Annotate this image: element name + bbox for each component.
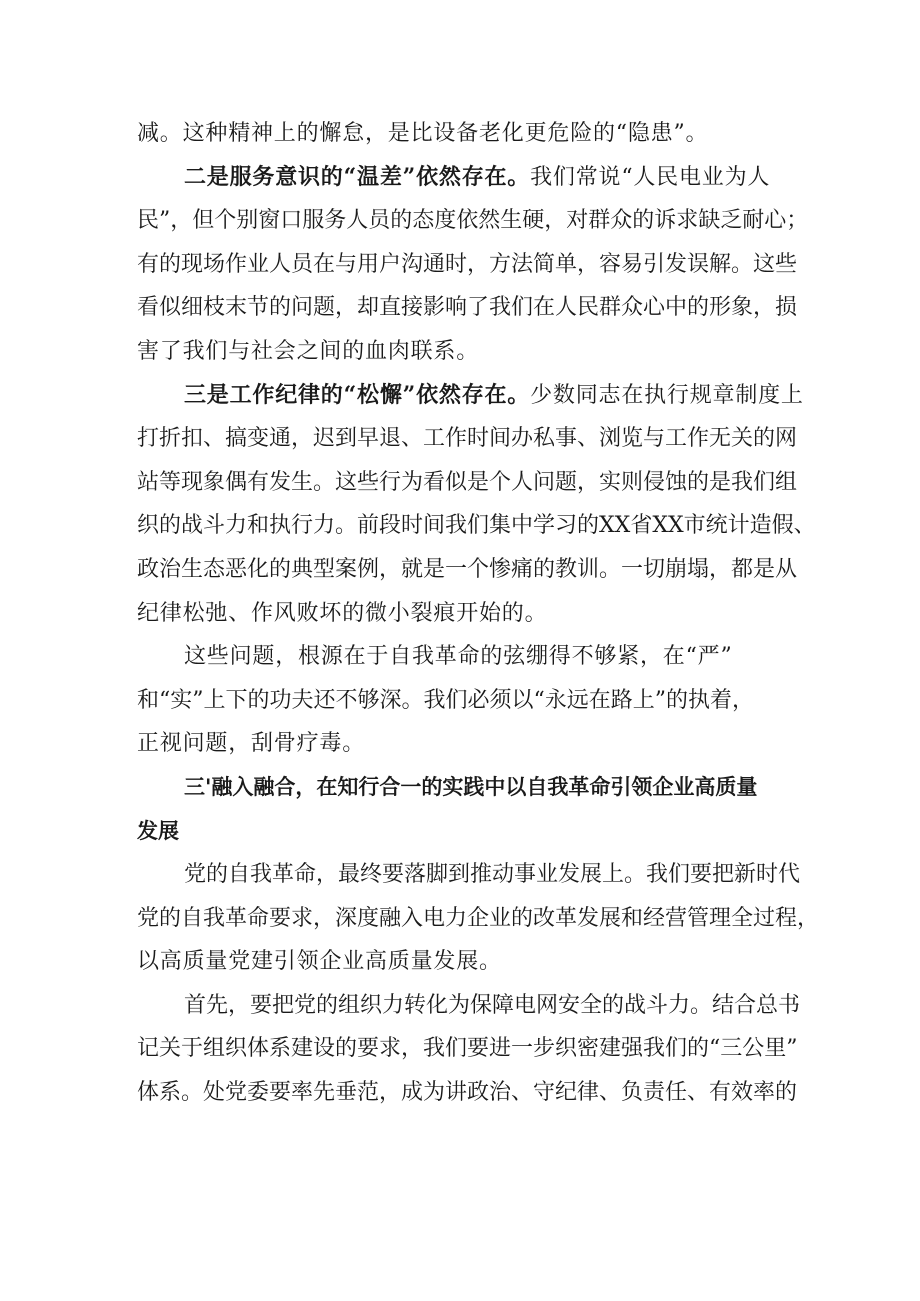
paragraph-discipline-lead: 三是工作纪律的“松懈”依然存在。	[184, 381, 531, 408]
paragraph-first-line-1: 首先，要把党的组织力转化为保障电网安全的战斗力。结合总书	[184, 992, 801, 1018]
paragraph-discipline-line-1-rest: 少数同志在执行规章制度上	[530, 382, 804, 408]
paragraph-service-line-3: 有的现场作业人员在与用户沟通时，方法简单，容易引发误解。这些	[137, 251, 798, 277]
paragraph-root-line-2: 和“实”上下的功夫还不够深。我们必须以“永远在路上”的执着，	[137, 687, 754, 713]
paragraph-root-line-3: 正视问题，刮骨疗毒。	[137, 731, 366, 757]
section-heading-line-2: 发展	[137, 818, 179, 843]
section-heading-line-1: 三'融入融合，在知行合一的实践中以自我革命引领企业高质量	[184, 774, 758, 799]
document-page	[137, 112, 820, 1115]
paragraph-party-line-2: 党的自我革命要求，深度融入电力企业的改革发展和经营管理全过程，	[137, 905, 820, 931]
paragraph-intro-line-1: 减。这种精神上的懈怠，是比设备老化更危险的“隐患”。	[137, 121, 709, 146]
paragraph-service-line-1-rest: 我们常说“人民电业为人	[530, 164, 771, 190]
paragraph-party-line-1: 党的自我革命，最终要落脚到推动事业发展上。我们要把新时代	[184, 862, 801, 888]
paragraph-discipline-line-1	[137, 374, 804, 418]
paragraph-service-line-4: 看似细枝末节的问题，却直接影响了我们在人民群众心中的形象，损	[137, 295, 798, 321]
paragraph-discipline-line-3: 站等现象偶有发生。这些行为看似是个人问题，实则侵蚀的是我们组	[137, 469, 798, 495]
paragraph-first-line-3: 体系。处党委要率先垂范，成为讲政治、守纪律、负责任、有效率的	[137, 1080, 798, 1106]
paragraph-party-line-3: 以高质量党建引领企业高质量发展。	[137, 949, 502, 975]
paragraph-service-lead: 二是服务意识的“温差”依然存在。	[184, 163, 531, 190]
paragraph-service-line-5: 害了我们与社会之间的血肉联系。	[137, 338, 480, 364]
paragraph-service-line-1	[137, 156, 797, 200]
paragraph-discipline-line-5: 政治生态恶化的典型案例，就是一个惨痛的教训。一切崩塌，都是从	[137, 556, 798, 582]
paragraph-discipline-line-4: 织的战斗力和执行力。前段时间我们集中学习的XX省XX市统计造假、	[137, 513, 816, 539]
paragraph-discipline-line-2: 打折扣、搞变通，迟到早退、工作时间办私事、浏览与工作无关的网	[137, 426, 798, 452]
paragraph-first-line-2: 记关于组织体系建设的要求，我们要进一步织密建强我们的“三公里”	[137, 1036, 798, 1062]
paragraph-service-line-2: 民”，但个别窗口服务人员的态度依然生硬，对群众的诉求缺乏耐心；	[137, 208, 809, 234]
paragraph-discipline-line-6: 纪律松弛、作风败坏的微小裂痕开始的。	[137, 600, 548, 626]
paragraph-root-line-1: 这些问题，根源在于自我革命的弦绷得不够紧，在“严”	[184, 644, 733, 670]
